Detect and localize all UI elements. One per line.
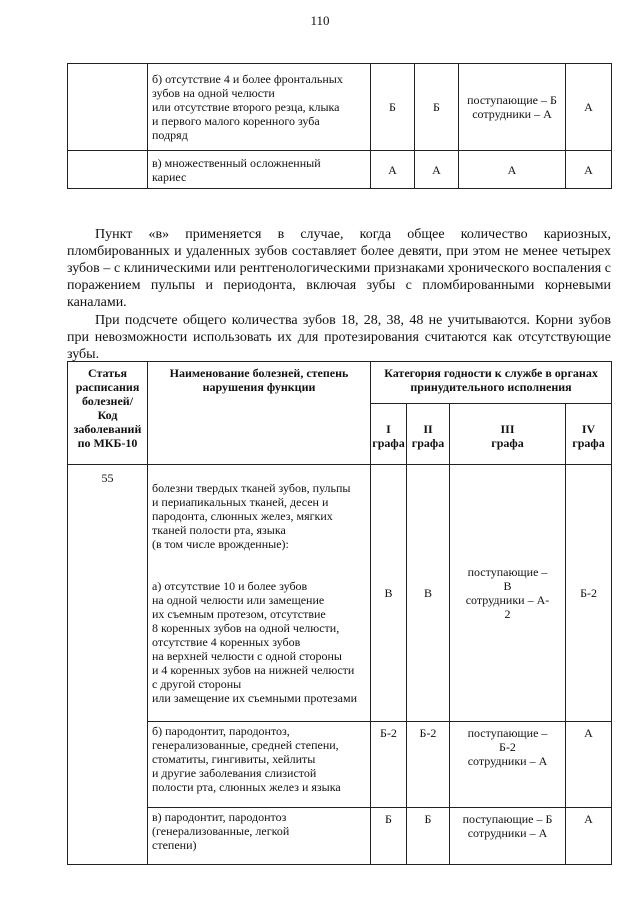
disease-cell: в) пародонтит, пародонтоз (генерализованные, легкой степени) (148, 808, 371, 865)
category-col2-cell: Б (415, 64, 459, 151)
table-row (68, 64, 612, 151)
table-row (68, 722, 612, 808)
disease-cell: в) множественный осложненный кариес (148, 151, 371, 189)
table-row (68, 808, 612, 865)
category-col3-cell: А (459, 151, 566, 189)
category-col4-cell: А (566, 151, 612, 189)
fitness-category-table (67, 361, 612, 865)
column-3-header: III графа (450, 404, 566, 465)
article-cell (68, 64, 148, 151)
paragraph-point-v-rule: Пункт «в» применяется в случае, когда общее количество кариозных, пломбированных и удаленных зубов составляет более девяти, при этом не менее четырех зубов – с клиническими или рентгенологическими признаками хронического воспаления с поражением пульпы и периодонта, включая зубы с пломбированными корневыми каналами. (67, 227, 611, 310)
category-col1-cell: Б (371, 808, 407, 865)
disease-group-intro: болезни твердых тканей зубов, пульпы и периапикальных тканей, десен и пародонта, слюнных желез, мягких тканей полости рта, языка (в том числе врожденные): (152, 481, 351, 551)
category-col4-cell: А (566, 808, 612, 865)
disease-subitem-a: а) отсутствие 10 и более зубов на одной челюсти или замещение их съемным протезом, отсутствие 8 коренных зубов на одной челюсти, отсутствие 4 коренных зубов на верхней челюсти с одной стороны и 4 коренных зубов на нижней челюсти с другой стороны или замещение их съемными протезами (152, 579, 357, 705)
category-col2-cell: А (415, 151, 459, 189)
article-column-header: Статья расписания болезней/ Код заболеваний по МКБ-10 (68, 362, 148, 465)
paragraph-tooth-count-rule: При подсчете общего количества зубов 18, 28, 38, 48 не учитываются. Корни зубов при невозможности использовать их для протезирования считаются как отсутствующие зубы. (67, 313, 611, 362)
category-col1-cell: А (371, 151, 415, 189)
category-col4-cell: А (566, 64, 612, 151)
category-col3-cell: поступающие – Б-2 сотрудники – А (450, 722, 566, 808)
category-col1-cell: Б (371, 64, 415, 151)
page-number: 110 (310, 13, 330, 28)
table-row (68, 151, 612, 189)
category-col2-cell: Б-2 (407, 722, 450, 808)
category-col4-cell: А (566, 722, 612, 808)
column-1-header: I графа (371, 404, 407, 465)
disease-cell: б) отсутствие 4 и более фронтальных зубов на одной челюсти или отсутствие второго резца, клыка и первого малого коренного зуба подряд (148, 64, 371, 151)
fitness-table-continued (67, 63, 612, 189)
disease-cell (148, 465, 371, 722)
article-cell (68, 151, 148, 189)
category-column-header: Категория годности к службе в органах принудительного исполнения (371, 362, 612, 404)
disease-column-header: Наименование болезней, степень нарушения функции (148, 362, 371, 465)
article-number: 55 (68, 465, 148, 865)
category-col3-cell: поступающие – Б сотрудники – А (459, 64, 566, 151)
category-col3-cell: поступающие – Б сотрудники – А (450, 808, 566, 865)
category-col4-cell: Б-2 (566, 465, 612, 722)
category-col1-cell: Б-2 (371, 722, 407, 808)
category-col2-cell: В (407, 465, 450, 722)
column-4-header: IV графа (566, 404, 612, 465)
category-col3-cell: поступающие – В сотрудники – А- 2 (450, 465, 566, 722)
table-row (68, 465, 612, 722)
category-col1-cell: В (371, 465, 407, 722)
column-2-header: II графа (407, 404, 450, 465)
disease-cell: б) пародонтит, пародонтоз, генерализованные, средней степени, стоматиты, гингивиты, хейлиты и другие заболевания слизистой полости рта, слюнных желез и языка (148, 722, 371, 808)
table-header-row (68, 362, 612, 404)
category-col2-cell: Б (407, 808, 450, 865)
